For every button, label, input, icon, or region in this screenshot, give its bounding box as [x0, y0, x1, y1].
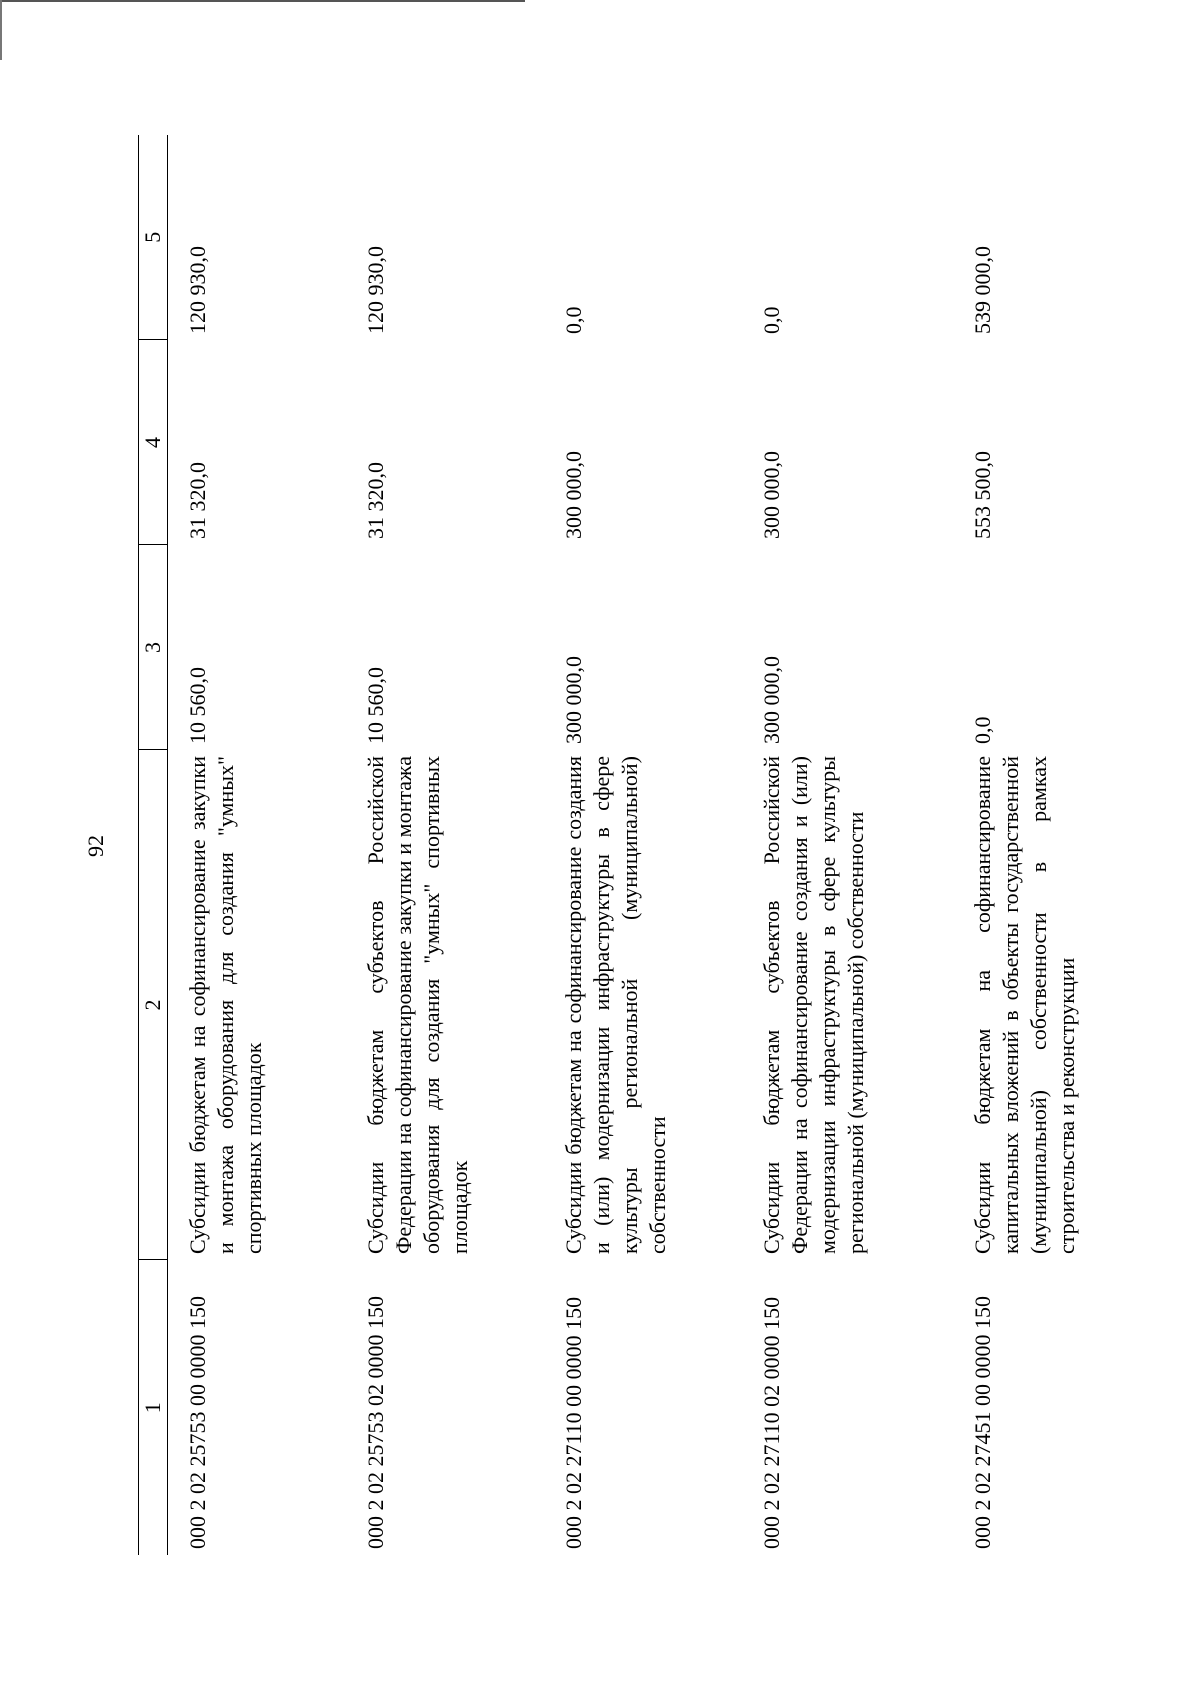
amount-col3-cell: 300 000,0 — [561, 656, 586, 744]
budget-code-cell: 000 2 02 27451 00 0000 150 — [970, 1296, 995, 1549]
budget-code-cell: 000 2 02 27110 00 0000 150 — [561, 1296, 586, 1549]
rotated-table-frame — [138, 135, 1168, 1555]
amount-col3-cell: 0,0 — [970, 716, 995, 744]
amount-col5-cell: 120 930,0 — [185, 246, 210, 334]
table-row — [953, 135, 1189, 1555]
header-col-3: 3 — [139, 545, 168, 750]
budget-code-cell: 000 2 02 25753 00 0000 150 — [185, 1296, 210, 1549]
amount-col4-cell: 31 320,0 — [363, 462, 388, 539]
amount-col4-cell: 31 320,0 — [185, 462, 210, 539]
amount-col3-cell: 10 560,0 — [185, 667, 210, 744]
budget-table — [138, 135, 1189, 1555]
description-cell: Субсидии бюджетам субъектов Российской Федерации на софинансирование закупки и монтажа оборудования для создания "умных" спортивных площадок — [363, 756, 472, 1254]
amount-col5-cell: 0,0 — [561, 306, 586, 334]
budget-code-cell: 000 2 02 27110 02 0000 150 — [759, 1296, 784, 1549]
amount-col4-cell: 300 000,0 — [759, 451, 784, 539]
description-cell: Субсидии бюджетам на софинансирование закупки и монтажа оборудования для создания "умных" спортивных площадок — [185, 756, 266, 1254]
header-row — [139, 135, 168, 1555]
table-row — [742, 135, 953, 1555]
header-col-1: 1 — [139, 1260, 168, 1555]
amount-col4-cell: 300 000,0 — [561, 451, 586, 539]
page-number: 92 — [83, 835, 108, 857]
table-row — [346, 135, 544, 1555]
description-cell: Субсидии бюджетам на софинансирование капитальных вложений в объекты государственной (муниципальной) собственности в рамках строительства и реконструкции — [970, 756, 1079, 1254]
table-row — [168, 135, 347, 1555]
header-col-5: 5 — [139, 135, 168, 340]
amount-col5-cell: 0,0 — [759, 306, 784, 334]
header-col-2: 2 — [139, 750, 168, 1260]
amount-col5-cell: 539 000,0 — [970, 246, 995, 334]
amount-col3-cell: 10 560,0 — [363, 667, 388, 744]
header-col-4: 4 — [139, 340, 168, 545]
scan-edge-line-left — [0, 0, 2, 60]
budget-code-cell: 000 2 02 25753 02 0000 150 — [363, 1296, 388, 1549]
scan-edge-line — [0, 0, 525, 2]
table-row — [544, 135, 742, 1555]
amount-col4-cell: 553 500,0 — [970, 451, 995, 539]
description-cell: Субсидии бюджетам субъектов Российской Федерации на софинансирование создания и (или) модернизации инфраструктуры в сфере культуры региональной (муниципальной) собственности — [759, 756, 868, 1254]
description-cell: Субсидии бюджетам на софинансирование создания и (или) модернизации инфраструктуры в сфере культуры региональной (муниципальной) собственности — [561, 756, 670, 1254]
amount-col5-cell: 120 930,0 — [363, 246, 388, 334]
amount-col3-cell: 300 000,0 — [759, 656, 784, 744]
